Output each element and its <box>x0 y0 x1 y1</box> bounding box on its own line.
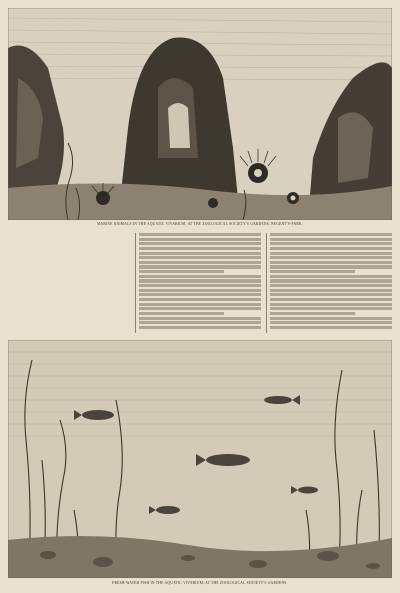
top-engraving-caption: MARINE ANIMALS IN THE AQUATIC VIVARIUM, AT THE ZOOLOGICAL SOCIETY'S GARDENS, REGENT'S-PARK. <box>97 222 303 226</box>
text-line <box>270 233 392 236</box>
text-line <box>270 289 392 292</box>
text-line <box>139 265 261 268</box>
text-line <box>139 317 261 320</box>
text-line <box>270 317 392 320</box>
text-line <box>270 238 392 241</box>
text-line <box>139 279 261 282</box>
text-line <box>270 321 392 324</box>
fresh-water-fish-engraving <box>8 340 392 578</box>
text-line <box>139 289 261 292</box>
text-line <box>139 293 261 296</box>
article-column-3 <box>270 233 392 333</box>
text-line <box>270 279 392 282</box>
text-line <box>270 307 392 310</box>
text-line <box>139 275 261 278</box>
text-line <box>270 265 392 268</box>
text-line <box>139 284 261 287</box>
text-line <box>139 238 261 241</box>
text-line <box>270 284 392 287</box>
text-line <box>270 275 392 278</box>
text-line <box>270 261 392 264</box>
column-rule <box>266 233 267 333</box>
text-line <box>139 270 224 273</box>
text-line <box>270 298 392 301</box>
bottom-engraving-caption: FRESH-WATER FISH IN THE AQUATIC VIVARIUM, AT THE ZOOLOGICAL SOCIETY'S GARDENS. <box>112 581 288 585</box>
text-line <box>139 261 261 264</box>
text-line <box>139 233 261 236</box>
column-rule <box>135 233 136 333</box>
text-line <box>139 256 261 259</box>
text-line <box>270 303 392 306</box>
text-line <box>139 307 261 310</box>
text-line <box>139 303 261 306</box>
text-line <box>270 326 392 329</box>
marine-animals-engraving <box>8 8 392 220</box>
text-line <box>270 252 392 255</box>
text-line <box>139 326 261 329</box>
text-line <box>270 247 392 250</box>
article-body <box>8 233 392 333</box>
text-line <box>270 270 355 273</box>
text-line <box>270 242 392 245</box>
text-line <box>270 312 355 315</box>
text-line <box>270 293 392 296</box>
text-line <box>139 321 261 324</box>
article-column-2 <box>139 233 261 333</box>
text-line <box>139 252 261 255</box>
text-line <box>270 256 392 259</box>
text-line <box>139 242 261 245</box>
text-line <box>139 312 224 315</box>
text-line <box>139 247 261 250</box>
text-line <box>139 298 261 301</box>
